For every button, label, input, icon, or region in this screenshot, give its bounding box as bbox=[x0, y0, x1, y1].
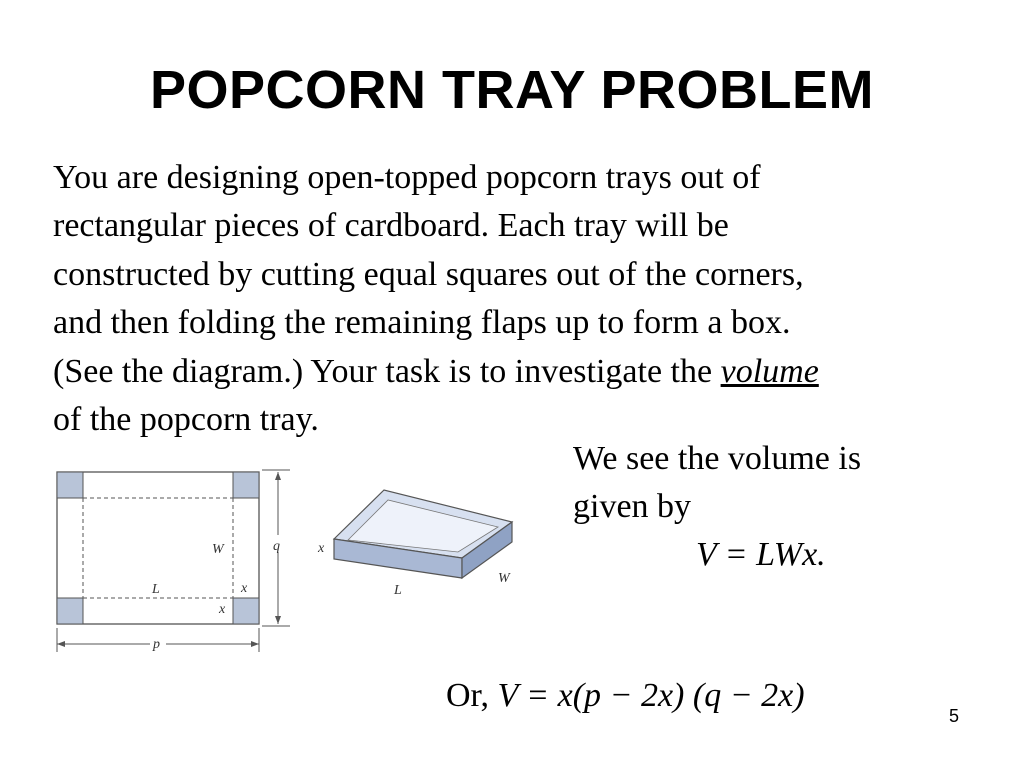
body-line: constructed by cutting equal squares out of the corners, bbox=[53, 255, 804, 293]
volume-note-line: given by bbox=[573, 488, 692, 525]
problem-description bbox=[53, 154, 983, 444]
volume-note-line: We see the volume is bbox=[573, 440, 862, 477]
corner-square bbox=[57, 472, 83, 498]
label-x-bottom: x bbox=[219, 602, 226, 617]
label-x-right: x bbox=[241, 581, 248, 596]
label-p: p bbox=[153, 637, 160, 652]
body-line: You are designing open-topped popcorn trays out of bbox=[53, 159, 761, 196]
volume-formula: V = LWx. bbox=[696, 536, 826, 573]
flat-cardboard-diagram bbox=[32, 460, 300, 660]
page-number: 5 bbox=[949, 706, 960, 726]
label-q: q bbox=[273, 539, 280, 554]
slide-title: POPCORN TRAY PROBLEM bbox=[149, 60, 875, 120]
cardboard-outline bbox=[57, 472, 259, 624]
label-L: L bbox=[152, 582, 160, 597]
box-label-W: W bbox=[498, 571, 510, 586]
folded-tray-diagram bbox=[312, 484, 522, 604]
expanded-volume-formula bbox=[446, 672, 805, 720]
body-line-prefix: (See the diagram.) Your task is to investigate the bbox=[53, 352, 721, 390]
emphasized-volume: volume bbox=[720, 352, 819, 390]
body-line bbox=[53, 348, 983, 396]
volume-note bbox=[573, 435, 861, 531]
formula-prefix: Or, bbox=[446, 677, 498, 714]
formula-expression: V = x(p − 2x) (q − 2x) bbox=[497, 677, 805, 714]
label-W: W bbox=[212, 542, 224, 557]
box-label-x: x bbox=[318, 541, 325, 556]
body-line: rectangular pieces of cardboard. Each tray will be bbox=[53, 207, 729, 245]
body-line: and then folding the remaining flaps up to form a box. bbox=[53, 304, 791, 342]
body-line: of the popcorn tray. bbox=[53, 401, 319, 439]
box-label-L: L bbox=[394, 583, 402, 598]
corner-square bbox=[233, 472, 259, 498]
corner-square bbox=[233, 598, 259, 624]
corner-square bbox=[57, 598, 83, 624]
